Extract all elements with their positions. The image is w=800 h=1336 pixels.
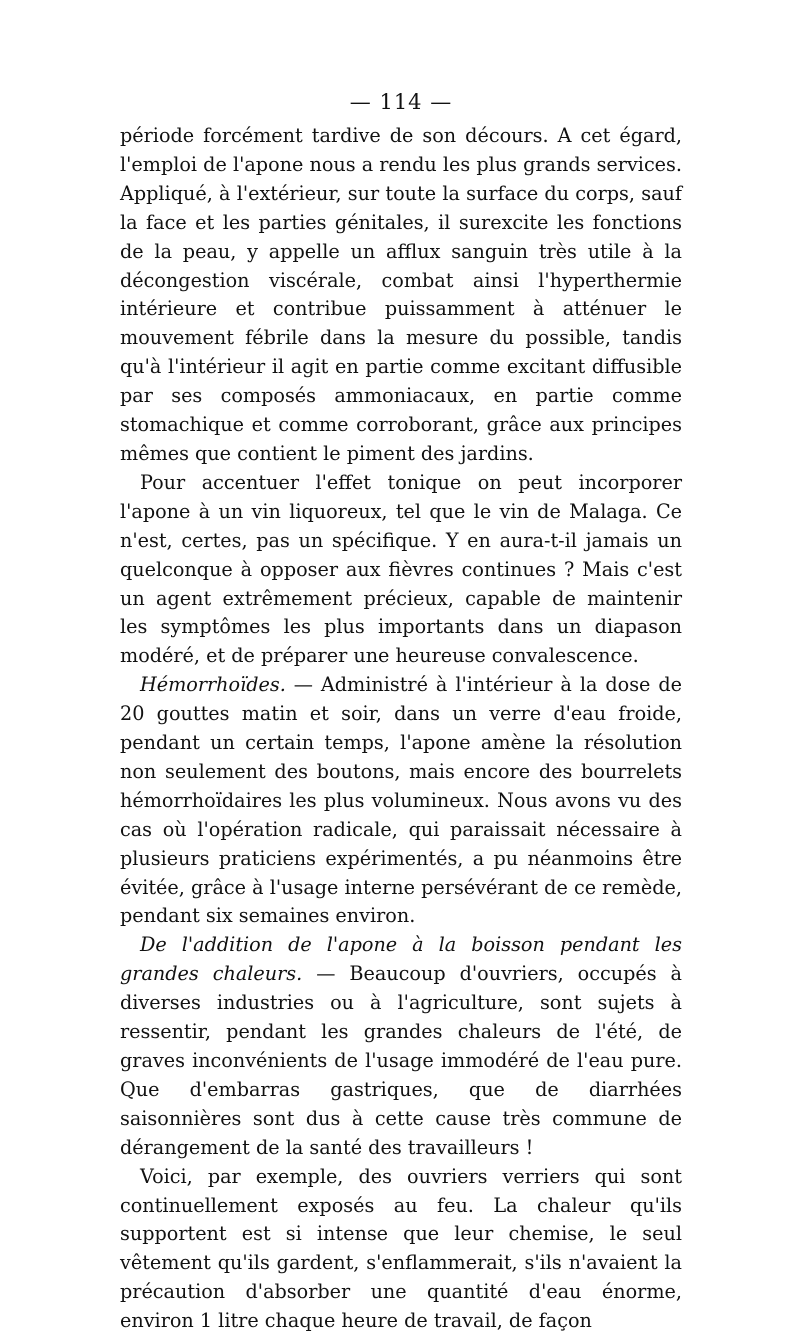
paragraph-text: Pour accentuer l'effet tonique on peut incorporer l'apone à un vin liquoreux, tel que le vin de Malaga. Ce n'est, certes, pas un spécifique. Y en aura-t-il jamais un quelconque à opposer aux fièvres continues ? Mais c'est un agent extrêmement précieux, capable de maintenir les symptômes les plus importants dans un diapason modéré, et de préparer une heureuse convalescence. xyxy=(120,470,682,668)
paragraph-text: période forcément tardive de son décours. A cet égard, l'emploi de l'apone nous a rendu les plus grands services. Appliqué, à l'extérieur, sur toute la surface du corps, sauf la face et les parties génitales, il surexcite les fonctions de la peau, y appelle un afflux sanguin très utile à la décongestion viscérale, combat ainsi l'hyperthermie intérieure et contribue puissamment à atténuer le mouvement fébrile dans la mesure du possible, tandis qu'à l'intérieur il agit en partie comme excitant diffusible par ses composés ammoniacaux, en partie comme stomachique et comme corroborant, grâce aux principes mêmes que contient le piment des jardins. xyxy=(120,124,682,465)
run-in-heading: Hémorrhoïdes. xyxy=(140,673,286,697)
body-text xyxy=(120,122,682,1336)
paragraph-hemorrhoides xyxy=(120,671,682,931)
paragraph-text: — Beaucoup d'ouvriers, occupés à diverses industries ou à l'agriculture, sont sujets à ressentir, pendant les grandes chaleurs de l'été, de graves inconvénients de l'usage immodéré de l'eau pure. Que d'embarras gastriques, que de diarrhées saisonnières sont dus à cette cause très commune de dérangement de la santé des travailleurs ! xyxy=(120,962,682,1159)
paragraph-text: Voici, par exemple, des ouvriers verriers qui sont continuellement exposés au feu. La chaleur qu'ils supportent est si intense que leur chemise, le seul vêtement qu'ils gardent, s'enflammerait, s'ils n'avaient la précaution d'absorber une quantité d'eau énorme, environ 1 litre chaque heure de travail, de façon xyxy=(120,1164,682,1333)
paragraph-continuation xyxy=(120,122,682,469)
paragraph-text: — Administré à l'intérieur à la dose de 20 gouttes matin et soir, dans un verre d'eau froide, pendant un certain temps, l'apone amène la résolution non seulement des boutons, mais encore des bourrelets hémorrhoïdaires les plus volumineux. Nous avons vu des cas où l'opération radicale, qui paraissait nécessaire à plusieurs praticiens expérimentés, a pu néanmoins être évitée, grâce à l'usage interne persévérant de ce remède, pendant six semaines environ. xyxy=(120,673,682,928)
paragraph-boisson xyxy=(120,931,682,1162)
page-number: — 114 — xyxy=(349,90,453,114)
paragraph-verriers xyxy=(120,1163,682,1336)
paragraph-tonic xyxy=(120,469,682,671)
run-in-heading: De l'addition de l'apone à la boisson pendant les grandes chaleurs. xyxy=(120,933,682,986)
